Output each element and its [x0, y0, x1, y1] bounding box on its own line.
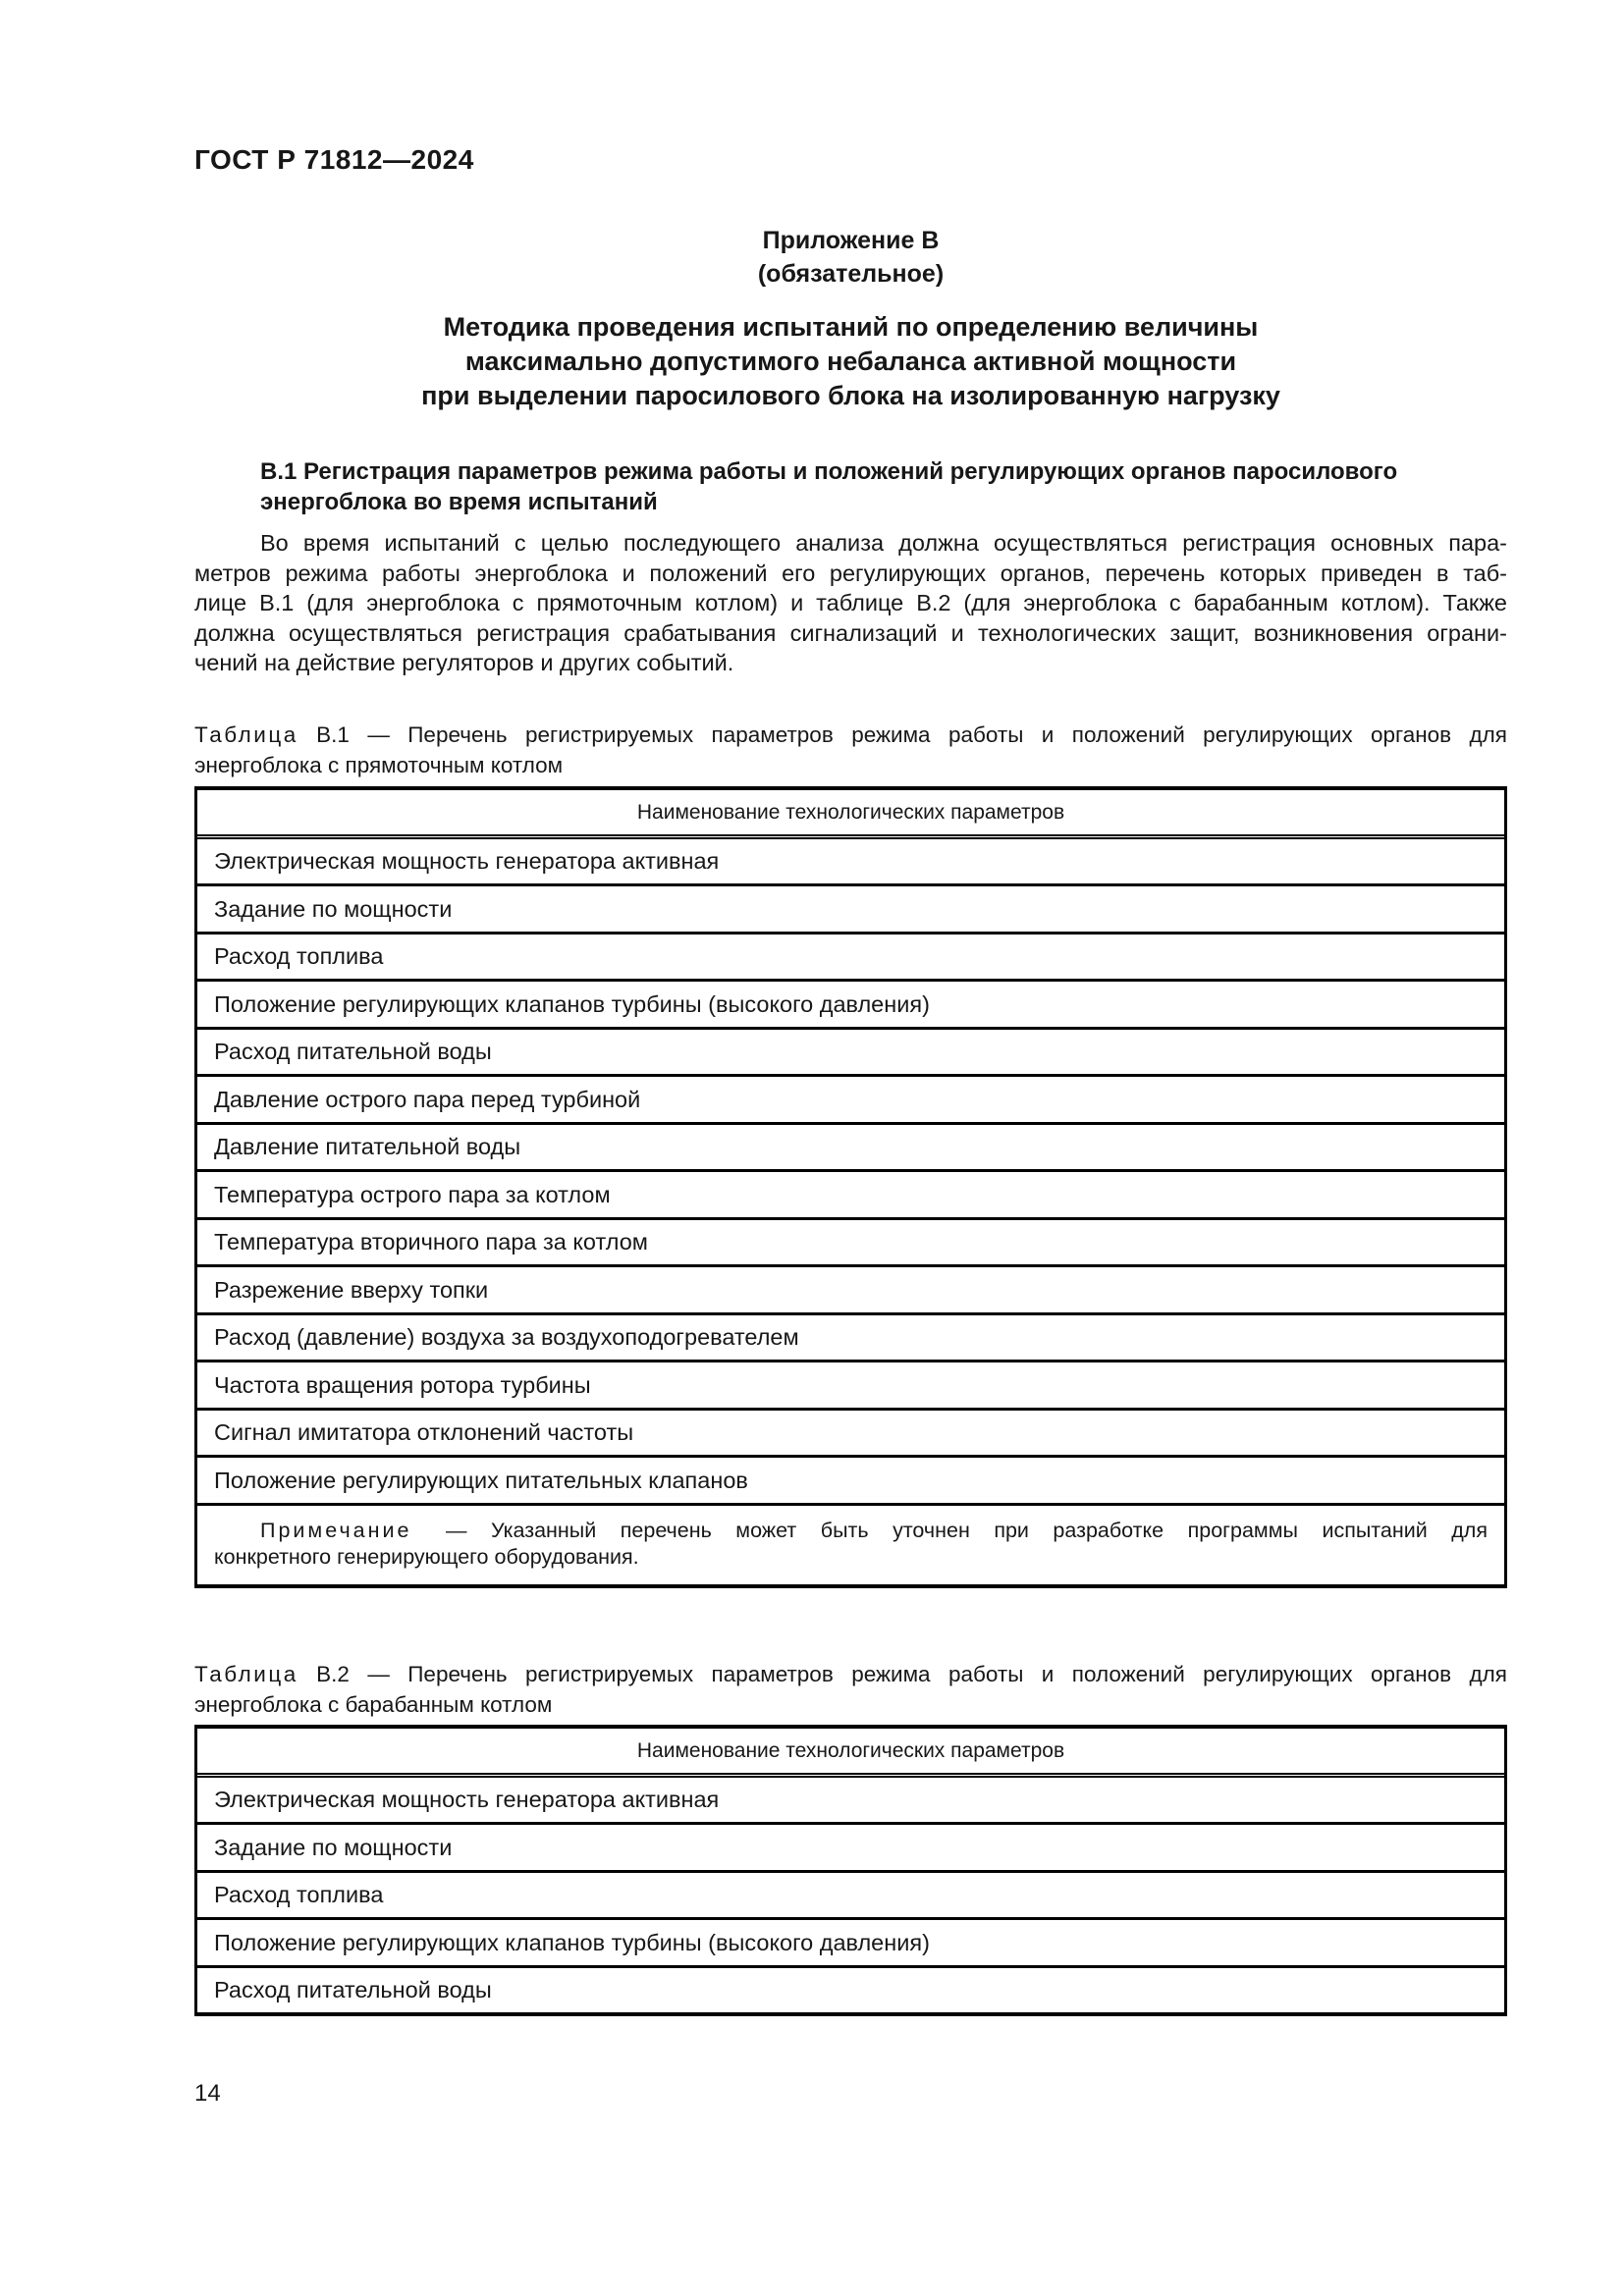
table-b2-caption — [194, 1659, 1507, 1720]
table-row: Положение регулирующих питательных клапанов — [197, 1458, 1504, 1506]
table-b2-caption-line2: энергоблока с барабанным котлом — [194, 1691, 553, 1717]
table-row: Положение регулирующих клапанов турбины (высокого давления) — [197, 982, 1504, 1030]
table-row: Расход питательной воды — [214, 1977, 492, 2002]
table-b1-caption-line2: энергоблока с прямоточным котлом — [194, 752, 564, 777]
appendix-label: Приложение В — [762, 227, 940, 254]
table-row: Разрежение вверху топки — [197, 1267, 1504, 1315]
table-row: Сигнал имитатора отклонений частоты — [197, 1411, 1504, 1459]
table-caption-word: Таблица — [194, 1661, 298, 1686]
table-row: Расход топлива — [197, 1873, 1504, 1921]
table-row: Частота вращения ротора турбины — [197, 1362, 1504, 1411]
table-row: Расход топлива — [197, 934, 1504, 983]
note-text: — Указанный перечень может быть уточнен при разработке программы испытаний для — [445, 1518, 1488, 1542]
note-label: Примечание — [260, 1518, 412, 1542]
section-heading — [194, 456, 1507, 517]
table-row: Задание по мощности — [197, 886, 1504, 934]
table-b2-caption-line1 — [194, 1659, 1507, 1689]
table-note-line2: конкретного генерирующего оборудования. — [214, 1544, 639, 1569]
appendix-block — [194, 224, 1507, 291]
page-number: 14 — [194, 2080, 221, 2107]
table-row: Давление острого пара перед турбиной — [197, 1077, 1504, 1125]
doc-title-line: Методика проведения испытаний по определению величины — [443, 312, 1259, 342]
appendix-kind: (обязательное) — [757, 260, 945, 288]
doc-title — [194, 310, 1507, 413]
table-caption-text: В.2 — Перечень регистрируемых параметров режима работы и положений регулирующих органов для — [316, 1661, 1507, 1686]
table-b1-note — [197, 1506, 1504, 1584]
table-row: Положение регулирующих клапанов турбины (высокого давления) — [197, 1920, 1504, 1968]
table-caption-word: Таблица — [194, 721, 298, 747]
table-b1-caption-line1 — [194, 720, 1507, 750]
table-b1 — [194, 786, 1507, 1588]
intro-line: метров режима работы энергоблока и положений его регулирующих органов, перечень которых приведен в таб- — [194, 560, 1507, 586]
table-note-line1 — [214, 1518, 1488, 1544]
doc-title-line: при выделении паросилового блока на изолированную нагрузку — [421, 381, 1280, 410]
table-b2-header: Наименование технологических параметров — [197, 1729, 1504, 1778]
table-row: Расход питательной воды — [197, 1030, 1504, 1078]
table-row: Задание по мощности — [197, 1825, 1504, 1873]
table-caption-text: В.1 — Перечень регистрируемых параметров режима работы и положений регулирующих органов для — [316, 721, 1507, 747]
intro-line: Во время испытаний с целью последующего анализа должна осуществляться регистрация основных пара- — [260, 530, 1507, 556]
intro-line: должна осуществляться регистрация срабатывания сигнализаций и технологических защит, возникновения ограни- — [194, 619, 1507, 646]
table-b2 — [194, 1725, 1507, 2017]
table-row: Давление питательной воды — [197, 1125, 1504, 1173]
doc-number: ГОСТ Р 71812—2024 — [194, 144, 474, 175]
table-row: Температура острого пара за котлом — [197, 1172, 1504, 1220]
intro-line: чений на действие регуляторов и других событий. — [194, 650, 734, 675]
section-heading-line: В.1 Регистрация параметров режима работы и положений регулирующих органов паросилового — [260, 458, 1398, 485]
intro-line: лице В.1 (для энергоблока с прямоточным котлом) и таблице В.2 (для энергоблока с барабанным котлом). Также — [194, 590, 1507, 615]
table-row: Электрическая мощность генератора активная — [197, 1778, 1504, 1826]
page-content — [194, 0, 1507, 2109]
table-b1-caption — [194, 720, 1507, 780]
table-row: Расход (давление) воздуха за воздухоподогревателем — [197, 1315, 1504, 1363]
intro-paragraph — [194, 528, 1507, 678]
doc-title-line: максимально допустимого небаланса активной мощности — [464, 347, 1237, 376]
table-row: Температура вторичного пара за котлом — [197, 1220, 1504, 1268]
section-heading-line: энергоблока во время испытаний — [260, 489, 658, 515]
table-b1-header: Наименование технологических параметров — [197, 790, 1504, 839]
table-row: Электрическая мощность генератора активная — [197, 839, 1504, 887]
